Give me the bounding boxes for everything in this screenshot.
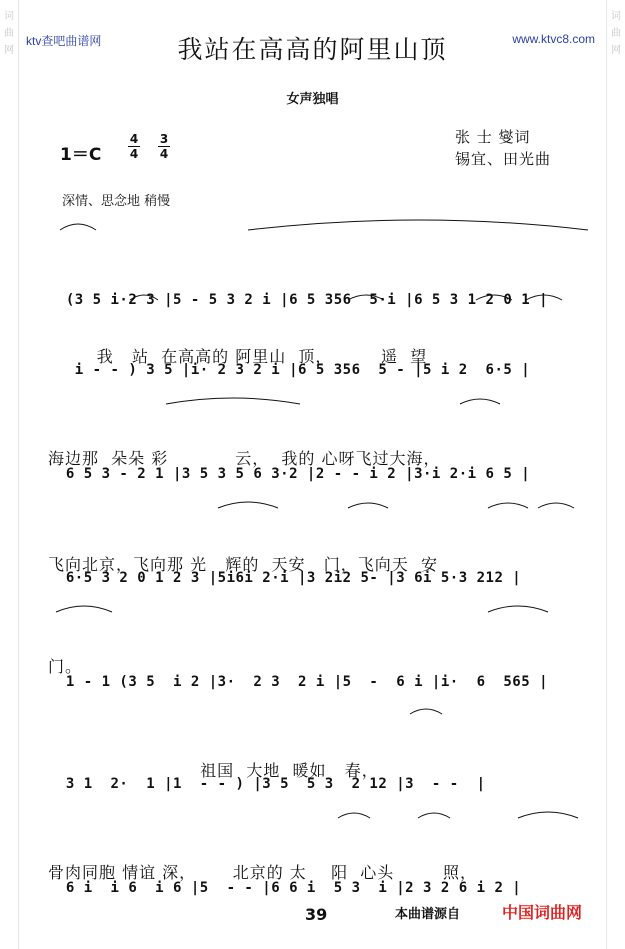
margin-watermark-text: 词曲网 bbox=[611, 11, 621, 56]
lyric-line-5: 门。 bbox=[48, 657, 83, 676]
lyricist-credit: 张 士 燮词 bbox=[455, 128, 531, 146]
source-label: 本曲谱源自 bbox=[395, 907, 461, 922]
notation-text: (3 5 i·2 3 |5 - 5 3 2 i |6 5 356 5·i |6 5 3 1 2 0 1 | bbox=[65, 292, 549, 308]
lyric-line-4: 飞向北京，飞向那 光 辉的 天安 门，飞向天 安 bbox=[48, 555, 438, 574]
time-signature-top: 3 bbox=[159, 132, 169, 146]
performance-note: 女声独唱 bbox=[286, 92, 339, 107]
time-signature-bottom: 4 bbox=[159, 147, 169, 161]
watermark-left: ktv查吧曲谱网 bbox=[26, 34, 102, 48]
notation-text: 6 i i 6 i 6 |5 - - |6 6 i 5 3 i |2 3 2 6 i 2 | bbox=[65, 880, 522, 896]
key-signature: 1＝C bbox=[60, 145, 102, 165]
page-number: 39 bbox=[305, 905, 328, 924]
source-brand: 中国词曲网 bbox=[502, 903, 583, 922]
slur-marks bbox=[48, 216, 593, 236]
time-signature-1 bbox=[128, 132, 140, 161]
right-margin-watermark bbox=[606, 0, 625, 949]
song-title: 我站在高高的阿里山顶 bbox=[177, 35, 448, 64]
time-signature-2 bbox=[158, 132, 170, 161]
notation-text: 6·5 3 2 0 1 2 3 |5i6i 2·i |3 2i2 5- |3 6i 5·3 212 | bbox=[65, 570, 522, 586]
lyric-line-3: 海边那 朵朵 彩 云， 我的 心呀飞过大海， bbox=[48, 449, 441, 468]
notation-text: 3 1 2· 1 |1 - - ) |3 5 5 3 2 12 |3 - - | bbox=[65, 776, 486, 792]
watermark-right: www.ktvc8.com bbox=[512, 32, 595, 46]
slur-marks bbox=[48, 598, 593, 618]
lyric-line-2: 我 站 在高高的 阿里山 顶， 遥 望 bbox=[48, 347, 428, 366]
lyric-line-7: 骨肉同胞 情谊 深， 北京的 太 阳 心头 照， bbox=[48, 863, 477, 882]
notation-line-1 bbox=[48, 230, 593, 308]
notation-text: 6 5 3 - 2 1 |3 5 3 5 6 3·2 |2 - - i 2 |3·i 2·i 6 5 | bbox=[65, 466, 531, 482]
time-signature-top: 4 bbox=[129, 132, 139, 146]
slur-marks bbox=[48, 700, 593, 720]
notation-text: 1 - 1 (3 5 i 2 |3· 2 3 2 i |5 - 6 i |i· 6 565 | bbox=[65, 674, 549, 690]
notation-text: i - - ) 3 5 |i· 2 3 2 i |6 5 356 5 - |5 i 2 6·5 | bbox=[65, 362, 531, 378]
left-margin-watermark bbox=[0, 0, 19, 949]
slur-marks bbox=[48, 494, 593, 514]
notation-line-5 bbox=[48, 612, 593, 690]
lyric-line-6: 祖国 大地 暖如 春， bbox=[48, 761, 379, 780]
slur-marks bbox=[48, 804, 593, 824]
slur-marks bbox=[48, 286, 593, 306]
composer-credit: 锡宜、田光曲 bbox=[455, 150, 552, 168]
margin-watermark-text: 词曲网 bbox=[4, 11, 14, 56]
slur-marks bbox=[48, 390, 593, 410]
tempo-marking: 深情、思念地 稍慢 bbox=[62, 194, 171, 209]
time-signature-bottom: 4 bbox=[129, 147, 139, 161]
